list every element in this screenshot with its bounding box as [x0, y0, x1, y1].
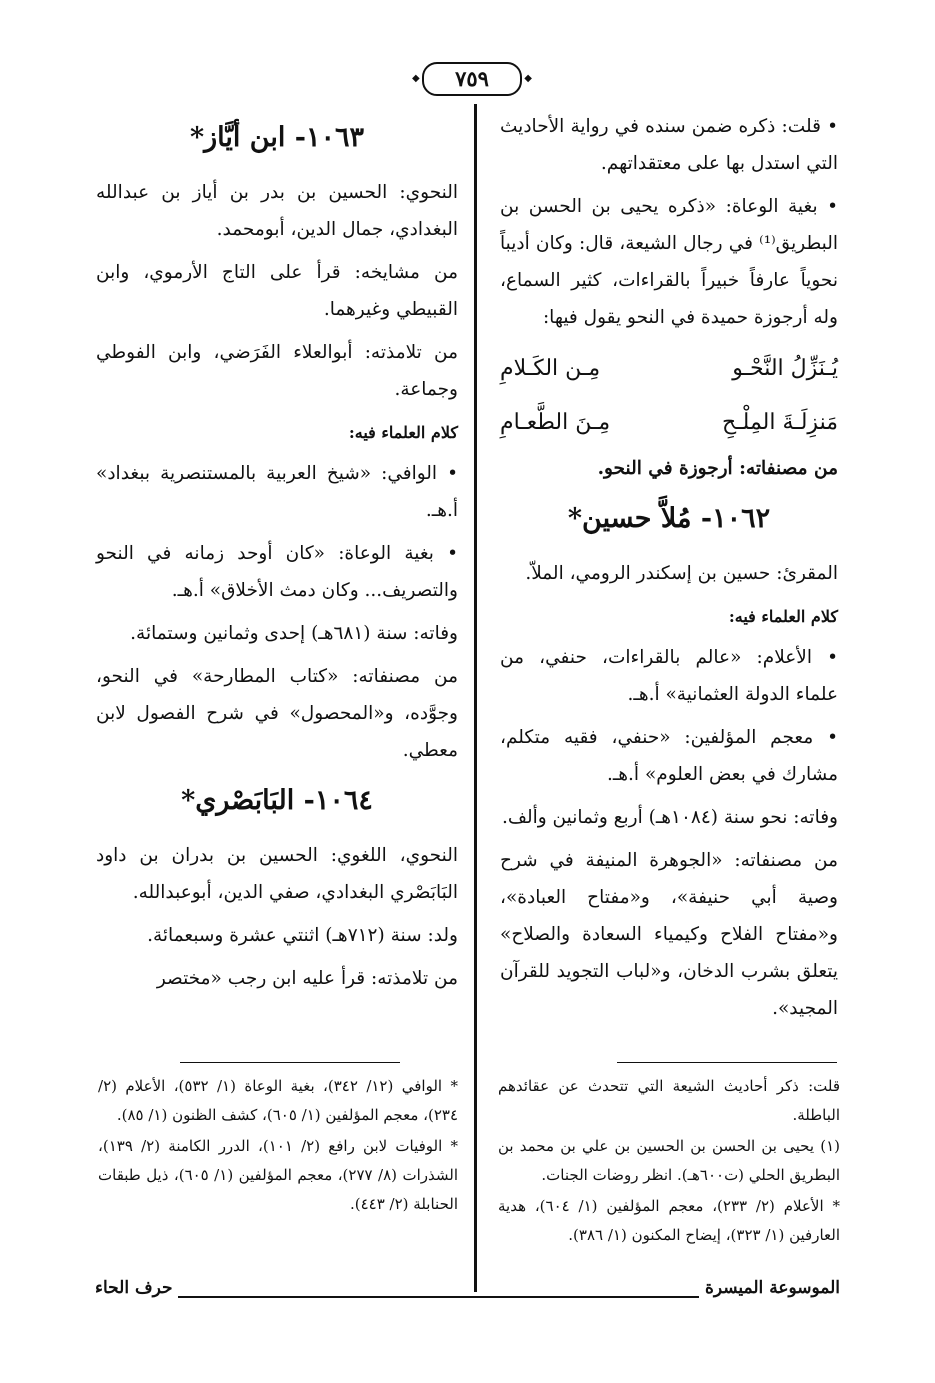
poem-hemistich: يُـنَزِّلُ النَّحْـو	[732, 356, 838, 381]
paragraph: من تلامذته: أبوالعلاء الفَرَضي، وابن الفوطي وجماعة.	[96, 342, 458, 400]
poem-verse-1	[500, 342, 838, 396]
entry-title: ١٠٦٣- ابن أيَّاز*	[190, 122, 364, 153]
section-heading: كلام العلماء فيه:	[348, 423, 458, 442]
paragraph: المقرئ: حسين بن إسكندر الرومي، الملاّ.	[525, 563, 838, 584]
footnote-rule	[180, 1062, 400, 1063]
left-column	[96, 108, 458, 1003]
paragraph: من تلامذته: قرأ عليه ابن رجب «مختصر	[156, 968, 458, 989]
paragraph: من مصنفاته: «كتاب المطارحة» في النحو، وجوَّده، و«المحصول» في شرح الفصول لابن معطي.	[96, 666, 458, 761]
footer-section-title: حرف الحاء	[95, 1278, 178, 1298]
paragraph: • قلت: ذكره ضمن سنده في رواية الأحاديث التي استدل بها على معتقداتهم.	[500, 116, 838, 174]
paragraph: من مشايخه: قرأ على التاج الأرموي، وابن القبيطي وغيرهما.	[96, 262, 458, 320]
footnote: * الأعلام (٢/ ٢٣٣)، معجم المؤلفين (١/ ٦٠٤)، هدية العارفين (١/ ٣٢٣)، إيضاح المكنون (١/ ٣٨٦).	[498, 1197, 840, 1244]
right-column	[500, 108, 838, 1033]
footnote: قلت: ذكر أحاديث الشيعة التي تتحدث عن عقائدهم الباطلة.	[498, 1077, 840, 1124]
section-heading: كلام العلماء فيه:	[728, 607, 838, 626]
paragraph: وفاته: سنة (٦٨١هـ) إحدى وثمانين وستمائة.	[130, 623, 458, 644]
footnote: * الوافي (١٢/ ٣٤٢)، بغية الوعاة (١/ ٥٣٢)، الأعلام (٢/ ٢٣٤)، معجم المؤلفين (١/ ٦٠٥)، كشف الظنون (١/ ٨٥).	[98, 1077, 458, 1124]
paragraph: • معجم المؤلفين: «حنفي، فقيه متكلم، مشارك في بعض العلوم» أ.هـ.	[500, 727, 838, 785]
entry-title: ١٠٦٤- البَابَصْري*	[181, 785, 373, 816]
poem-hemistich: مِـنَ الطَّعـامِ	[500, 410, 611, 435]
poem-hemistich: مَنزِلَـةَ المِلْـحِ	[722, 410, 838, 435]
paragraph: • الوافي: «شيخ العربية بالمستنصرية ببغداد» أ.هـ.	[96, 463, 458, 521]
paragraph: • الأعلام: «عالم بالقراءات، حنفي، من علماء الدولة العثمانية» أ.هـ.	[500, 647, 838, 705]
paragraph: من مصنفاته: أرجوزة في النحو.	[597, 458, 838, 479]
paragraph: من مصنفاته: «الجوهرة المنيفة في شرح وصية أبي حنيفة»، و«مفتاح العبادة»، و«مفتاح الفلاح وكيمياء السعادة والصلاح» يتعلق بشرب الدخان، و«لباب التجويد للقرآن المجيد».	[500, 850, 838, 1019]
footer-book-title: الموسوعة الميسرة	[699, 1278, 840, 1298]
page-number: ◆ ٧٥٩ ◆	[422, 62, 522, 96]
footnote: * الوفيات لابن رافع (٢/ ١٠١)، الدرر الكامنة (٢/ ١٣٩)، الشذرات (٨/ ٢٧٧)، معجم المؤلفين (١/ ٦٠٥)، ذيل طبقات الحنابلة (٢/ ٤٤٣).	[98, 1137, 459, 1213]
footnotes-left	[98, 1072, 458, 1221]
paragraph: ولد: سنة (٧١٢هـ) اثنتي عشرة وسبعمائة.	[147, 925, 458, 946]
column-divider	[474, 104, 477, 1292]
paragraph: • بغية الوعاة: «ذكره يحيى بن الحسن بن البطريق⁽¹⁾ في رجال الشيعة، قال: وكان أديباً نحوياً عارفاً خبيراً بالقراءات، كثير السماع، وله أرجوزة حميدة في النحو يقول فيها:	[500, 196, 838, 328]
paragraph: • بغية الوعاة: «كان أوحد زمانه في النحو والتصريف... وكان دمث الأخلاق» أ.هـ.	[96, 543, 458, 601]
entry-title: ١٠٦٢- مُلاَّ حسين*	[567, 503, 771, 534]
footnote-rule	[617, 1062, 837, 1063]
poem-verse-2	[500, 396, 838, 450]
paragraph: النحوي، اللغوي: الحسين بن بدران بن داود البَابَصْري البغدادي، صفي الدين، أبوعبدالله.	[96, 845, 458, 903]
poem-hemistich: مِـن الكَـلامِ	[500, 356, 601, 381]
paragraph: وفاته: نحو سنة (١٠٨٤هـ) أربع وثمانين وألف.	[501, 807, 838, 828]
paragraph: النحوي: الحسين بن بدر بن أياز بن عبدالله البغدادي، جمال الدين، أبومحمد.	[96, 182, 458, 240]
footnote: (١) يحيى بن الحسن بن الحسين بن علي بن محمد بن البطريق الحلي (ت٦٠٠هـ). انظر روضات الجنات.	[498, 1137, 840, 1184]
footnotes-right	[498, 1072, 840, 1252]
